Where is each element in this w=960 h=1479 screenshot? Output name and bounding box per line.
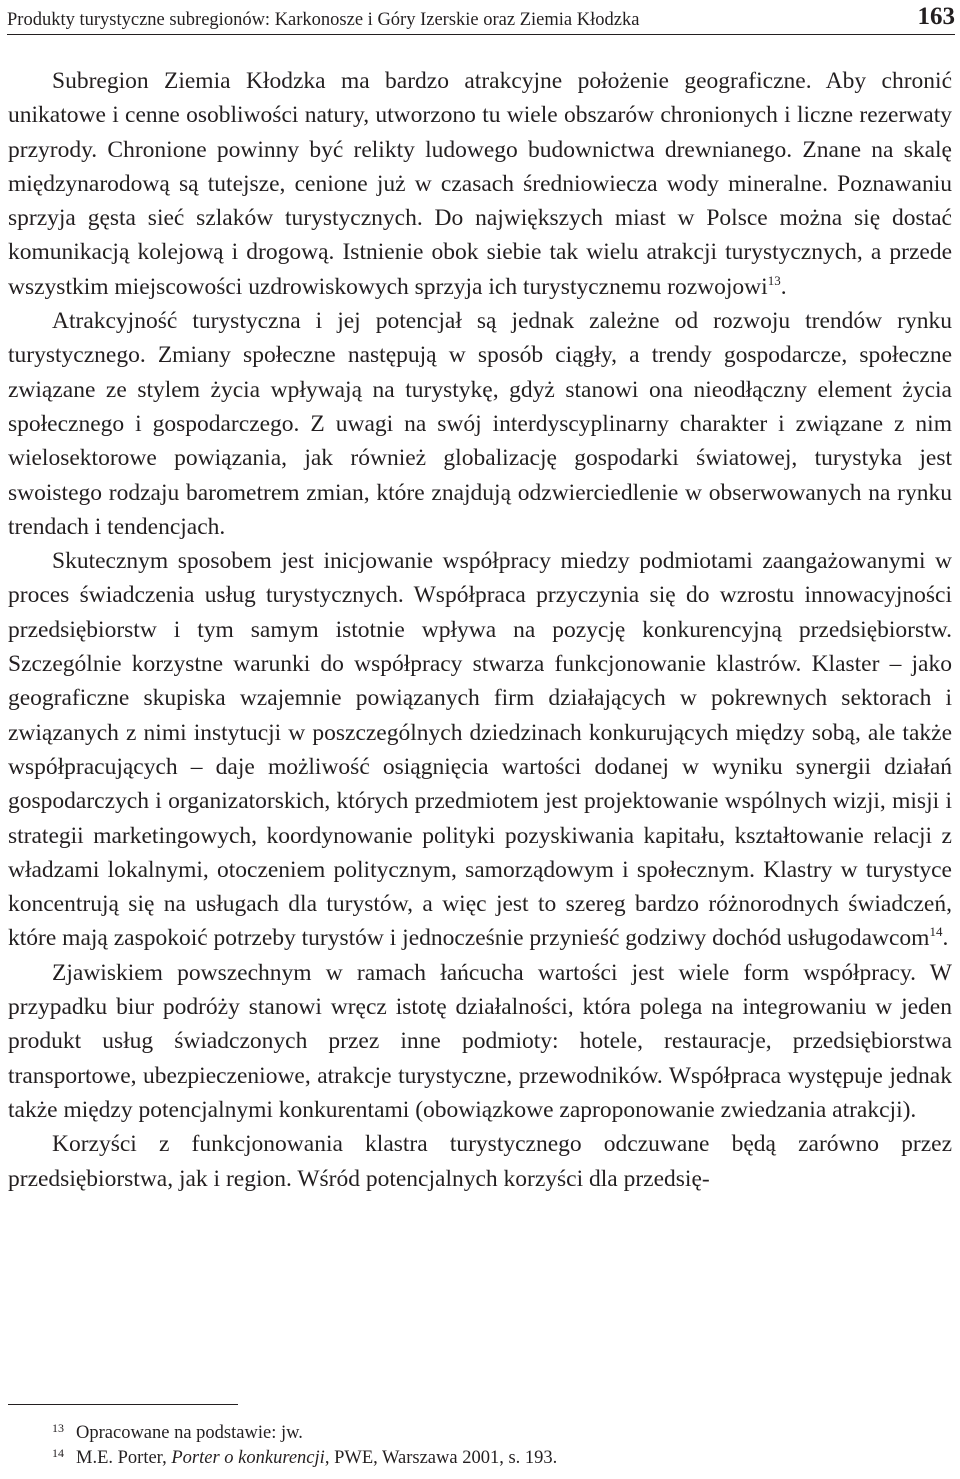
footnotes: [52, 1421, 932, 1471]
paragraph: Zjawiskiem powszechnym w ramach łańcucha wartości jest wiele form współpracy. W przypadku biur podróży stanowi wręcz istotę działalności, która polega na integrowaniu w jeden produkt usług świadczonych przez inne podmioty: hotele, restauracje, przedsiębiorstwa transportowe, ubezpieczeniowe, atrakcje turystyczne, przewodników. Współpraca występuje jednak także między potencjalnymi konkurentami (obowiązkowe zaproponowanie zwiedzania atrakcji).: [8, 959, 952, 1123]
body-text: [8, 64, 952, 1196]
footnote-text: Opracowane na podstawie: jw.: [76, 1423, 303, 1443]
footnote-text: M.E. Porter, Porter o konkurencji, PWE, Warszawa 2001, s. 193.: [76, 1448, 558, 1468]
paragraph: Subregion Ziemia Kłodzka ma bardzo atrakcyjne położenie geograficzne. Aby chronić unikatowe i cenne osobliwości natury, utworzono tu wiele obszarów chronionych i liczne rezerwaty przyrody. Chronione powinny być relikty ludowego budownictwa drewnianego. Znane na skalę międzynarodową są tutejsze, cenione już w czasach średniowiecza wody mineralne. Poznawaniu sprzyja gęsta sieć szlaków turystycznych. Do największych miast w Polsce można się dostać komunikacją kolejową i drogową. Istnienie obok siebie tak wielu atrakcji turystycznych, a przede wszystkim miejscowości uzdrowiskowych sprzyja ich turystycznemu rozwojowi$^{13}$.: [8, 68, 952, 300]
paragraph: Atrakcyjność turystyczna i jej potencjał są jednak zależne od rozwoju trendów rynku turystycznego. Zmiany społeczne następują w sposób ciągły, a trendy gospodarcze, społeczne związane ze stylem życia wpływają na turystykę, gdyż stanowi ona nieodłączny element życia społecznego i gospodarczego. Z uwagi na swój interdyscyplinarny charakter i związane z nim wielosektorowe powiązania, jak również globalizację gospodarki światowej, turystyka jest swoistego rodzaju barometrem zmian, które znajdują odzwierciedlenie w obserwowanych na rynku trendach i tendencjach.: [8, 308, 952, 540]
footnote-mark: 14: [52, 1446, 64, 1460]
footnote-mark: 13: [52, 1421, 64, 1435]
footnote-13: [52, 1421, 932, 1446]
paragraph: Skutecznym sposobem jest inicjowanie współpracy miedzy podmiotami zaangażowanymi w proces świadczenia usług turystycznych. Współpraca przyczynia się do wzrostu innowacyjności przedsiębiorstw i tym samym istotnie wpływa na pozycję konkurencyjną przedsiębiorstw. Szczególnie korzystne warunki do współpracy stwarza funkcjonowanie klastrów. Klaster – jako geograficzne skupiska wzajemnie powiązanych firm działających w pokrewnych sektorach i związanych z nimi instytucji w poszczególnych dziedzinach konkurujących między sobą, ale także współpracujących – daje możliwość osiągnięcia wartości dodanej w wyniku synergii działań gospodarczych i organizatorskich, których przedmiotem jest projektowanie wspólnych wizji, misji i strategii marketingowych, koordynowanie polityki pozyskiwania kapitału, kształtowanie relacji z władzami lokalnymi, otoczeniem politycznym, samorządowym i społecznym. Klastry w turystyce koncentrują się na usługach dla turystów, a więc jest to szereg bardzo różnorodnych świadczeń, które mają zaspokoić potrzeby turystów i jednocześnie przynieść godziwy dochód usługodawcom$^{14}$.: [8, 548, 952, 952]
footnote-divider: [8, 1404, 238, 1405]
footnote-14: [52, 1446, 932, 1471]
footnote-ref: 14: [929, 924, 943, 940]
footnote-ref: 13: [767, 272, 781, 288]
page-header: [7, 0, 955, 35]
paragraph: Korzyści z funkcjonowania klastra turystycznego odczuwane będą zarówno przez przedsiębiorstwa, jak i region. Wśród potencjalnych korzyści dla przedsię-: [8, 1131, 952, 1192]
running-head: Produkty turystyczne subregionów: Karkonosze i Góry Izerskie oraz Ziemia Kłodzka: [7, 10, 640, 30]
page-number: 163: [917, 3, 955, 30]
cited-title: Porter o konkurencji: [171, 1448, 325, 1468]
